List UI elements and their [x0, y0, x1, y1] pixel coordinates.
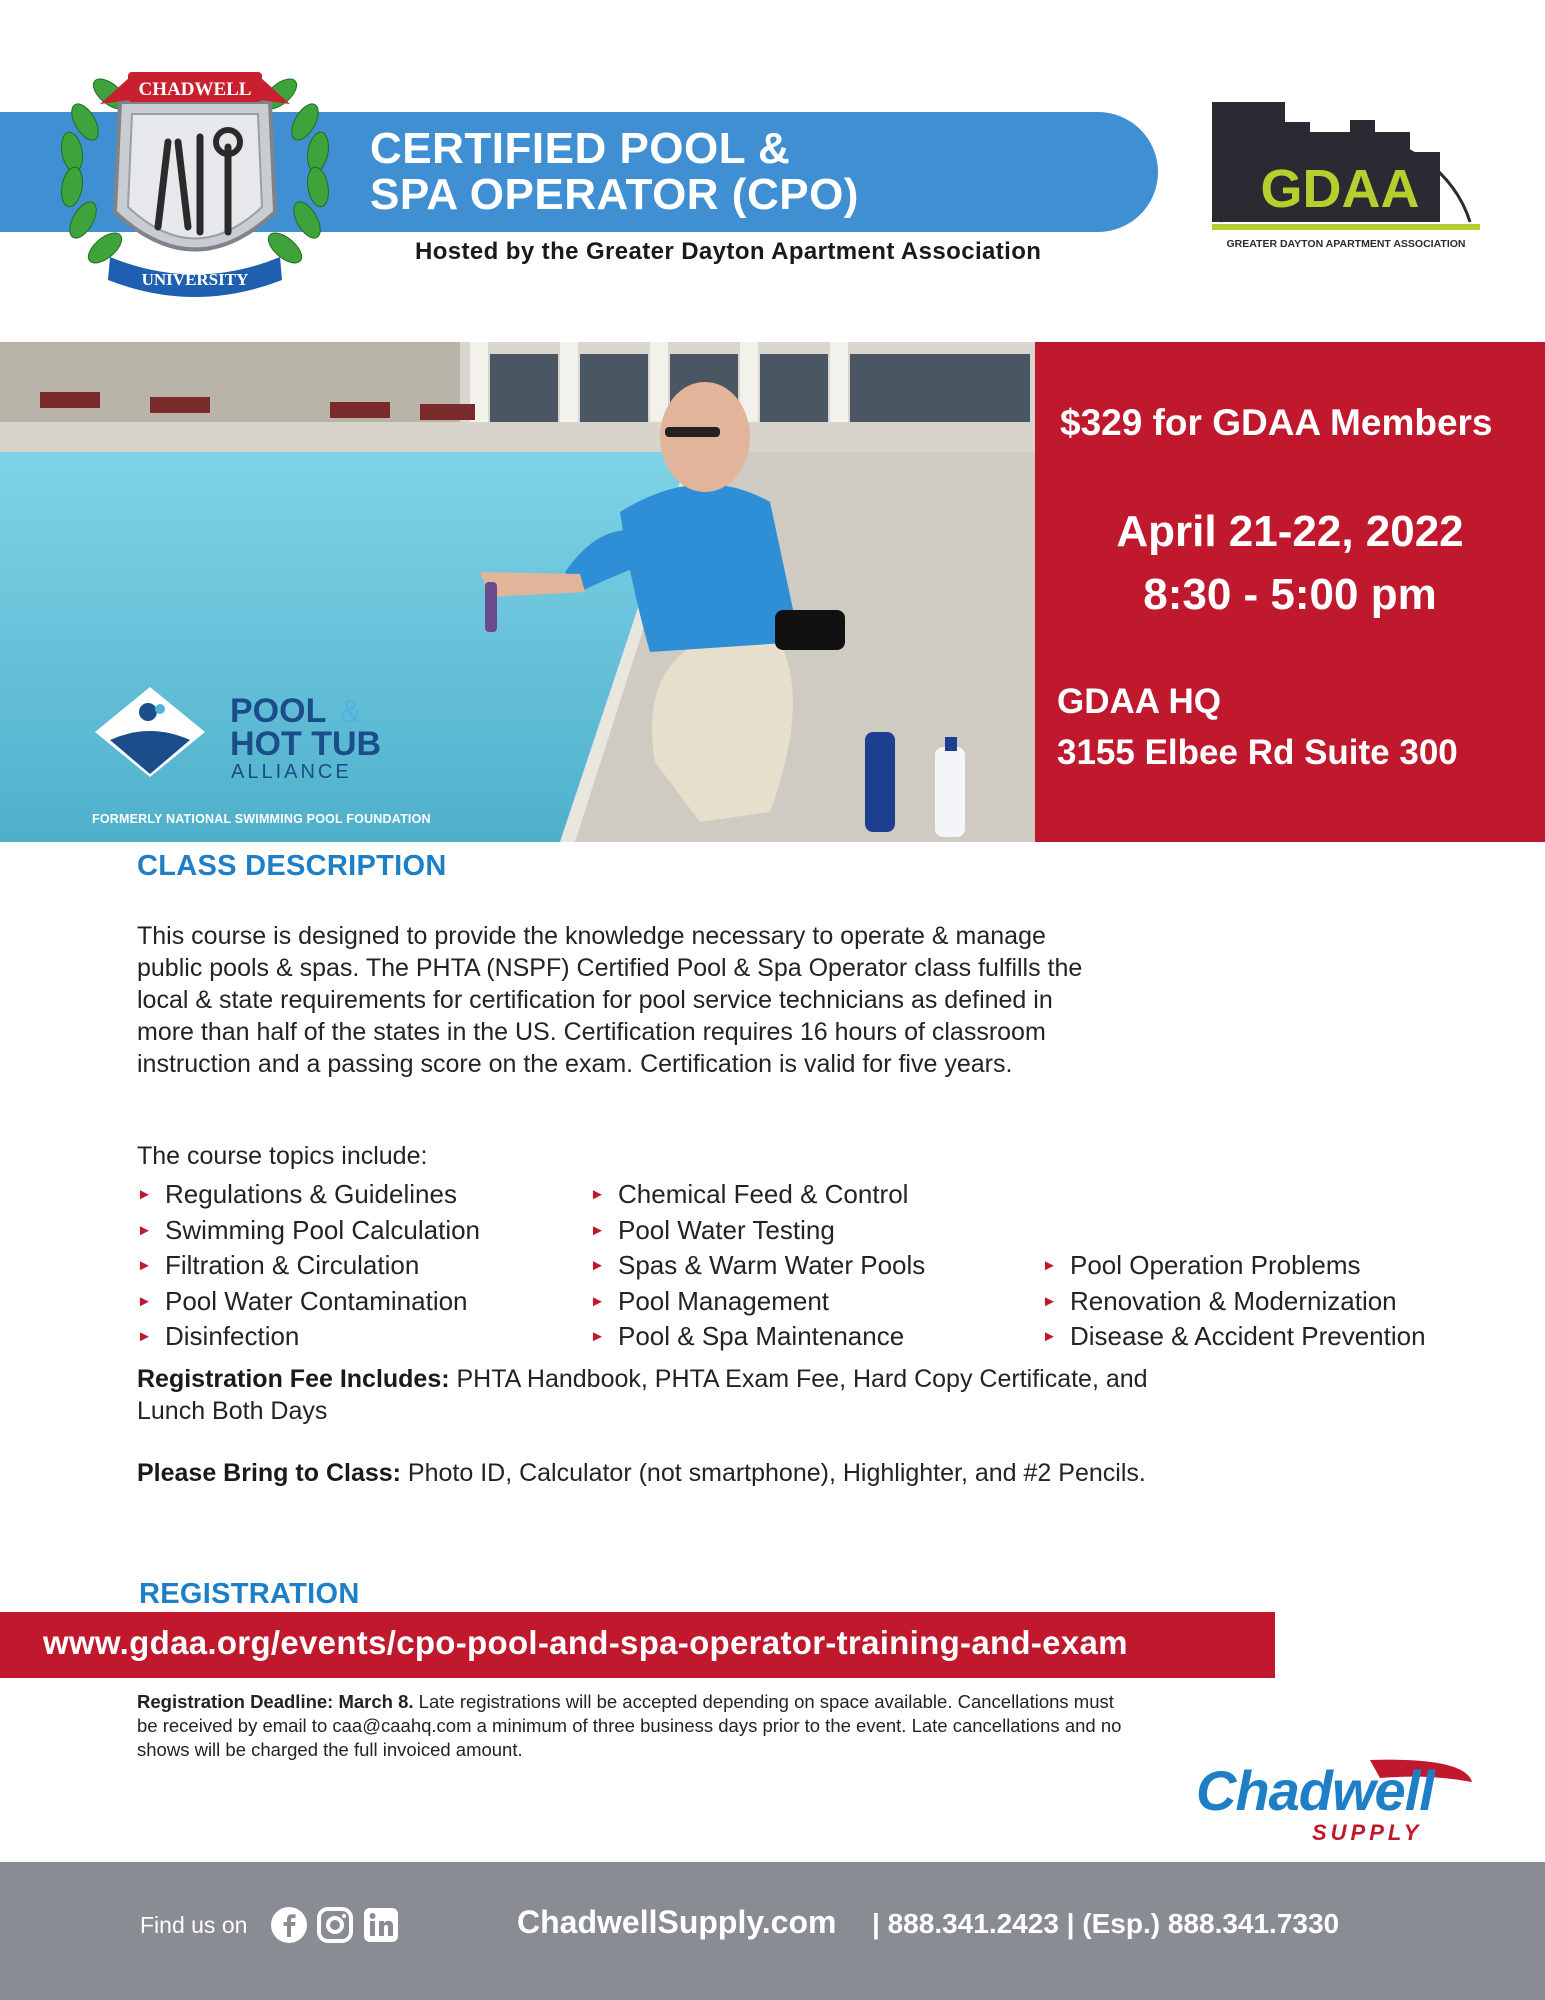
event-info-panel — [1035, 342, 1545, 842]
phta-word-pool: POOL — [230, 692, 327, 730]
supply-logo-name: Chadwell — [1196, 1759, 1434, 1822]
phta-ampersand: & — [340, 693, 362, 729]
bullet-arrow-icon: ► — [137, 1186, 152, 1204]
topics-intro: The course topics include: — [137, 1142, 428, 1170]
list-item: ► Swimming Pool Calculation — [137, 1214, 481, 1245]
badge-bottom-text: UNIVERSITY — [141, 270, 249, 289]
list-item: ► Pool Water Contamination — [137, 1285, 468, 1316]
deadline-label: Registration Deadline: March 8. — [137, 1691, 414, 1712]
bullet-arrow-icon: ► — [137, 1257, 152, 1275]
bullet-arrow-icon: ► — [137, 1221, 152, 1239]
gdaa-acronym: GDAA — [1260, 159, 1420, 219]
bullet-arrow-icon: ► — [1042, 1257, 1057, 1275]
gdaa-logo — [1200, 92, 1488, 262]
chadwell-university-badge-logo — [50, 42, 340, 302]
event-dates: April 21-22, 2022 — [1116, 507, 1464, 556]
list-item: ► Pool & Spa Maintenance — [590, 1321, 905, 1352]
please-bring-to-class — [137, 1457, 1197, 1489]
website-link[interactable]: ChadwellSupply.com — [517, 1904, 837, 1940]
fee-text: PHTA Handbook, PHTA Exam Fee, Hard Copy Certificate, and Lunch Both Days — [137, 1365, 1148, 1425]
linkedin-icon[interactable] — [362, 1906, 400, 1944]
fee-label: Registration Fee Includes: — [137, 1365, 450, 1393]
list-item: ► Disinfection — [137, 1321, 300, 1352]
phta-word-hot-tub: HOT TUB — [230, 725, 382, 763]
list-item: ► Pool Water Testing — [590, 1214, 835, 1245]
list-item: ► Disease & Accident Prevention — [1042, 1321, 1426, 1352]
topics-column-3 — [1042, 1248, 1462, 1355]
bullet-arrow-icon: ► — [1042, 1292, 1057, 1310]
footer — [0, 1862, 1545, 2000]
registration-url-bar — [0, 1612, 1275, 1678]
location-address: 3155 Elbee Rd Suite 300 — [1057, 733, 1458, 772]
page-title-line-1: CERTIFIED POOL & — [370, 124, 791, 173]
list-item: ► Pool Operation Problems — [1042, 1250, 1361, 1281]
bullet-arrow-icon: ► — [590, 1292, 605, 1310]
pool-hot-tub-alliance-logo — [90, 682, 430, 782]
phta-formerly-note: FORMERLY NATIONAL SWIMMING POOL FOUNDATION — [92, 812, 431, 826]
location-name: GDAA HQ — [1057, 682, 1221, 721]
bring-label: Please Bring to Class: — [137, 1459, 401, 1487]
class-description-heading: CLASS DESCRIPTION — [137, 850, 447, 882]
list-item: ► Chemical Feed & Control — [590, 1179, 909, 1210]
registration-link[interactable]: www.gdaa.org/events/cpo-pool-and-spa-operator-training-and-exam — [43, 1624, 1128, 1661]
hosted-by-text: Hosted by the Greater Dayton Apartment Association — [415, 238, 1042, 265]
event-time: 8:30 - 5:00 pm — [1143, 570, 1437, 619]
list-item: ► Renovation & Modernization — [1042, 1285, 1397, 1316]
list-item: ► Regulations & Guidelines — [137, 1179, 457, 1210]
registration-heading: REGISTRATION — [139, 1578, 360, 1610]
badge-top-text: CHADWELL — [138, 79, 252, 100]
bullet-arrow-icon: ► — [137, 1328, 152, 1346]
supply-logo-sub: SUPPLY — [1312, 1820, 1423, 1845]
list-item: ► Pool Management — [590, 1285, 830, 1316]
find-us-label: Find us on — [140, 1912, 248, 1938]
bullet-arrow-icon: ► — [590, 1257, 605, 1275]
bullet-arrow-icon: ► — [1042, 1328, 1057, 1346]
class-description-body: This course is designed to provide the knowledge necessary to operate & manage public pools & spas. The PHTA (NSPF) Certified Pool & Spa Operator class fulfills the local & state requirements for certification for pool service technicians as defined in more than half of the states in the US. Certification requires 16 hours of classroom instruction and a passing score on the exam. Certification is valid for five years. — [137, 922, 1083, 1078]
member-price: $329 for GDAA Members — [1060, 402, 1493, 443]
hero-photo-pool-technician — [0, 342, 1035, 842]
page-title-line-2: SPA OPERATOR (CPO) — [370, 170, 859, 219]
topics-column-2 — [590, 1177, 1010, 1355]
registration-deadline-note — [137, 1690, 1137, 1762]
list-item: ► Spas & Warm Water Pools — [590, 1250, 926, 1281]
phta-word-alliance: ALLIANCE — [231, 761, 352, 782]
topics-column-1 — [137, 1177, 557, 1355]
bring-text: Photo ID, Calculator (not smartphone), Highlighter, and #2 Pencils. — [400, 1459, 1146, 1487]
bullet-arrow-icon: ► — [590, 1328, 605, 1346]
gdaa-full-name: GREATER DAYTON APARTMENT ASSOCIATION — [1226, 238, 1466, 250]
bullet-arrow-icon: ► — [590, 1186, 605, 1204]
chadwell-supply-logo — [1190, 1752, 1480, 1847]
registration-fee-includes — [137, 1363, 1197, 1427]
facebook-icon[interactable] — [270, 1906, 308, 1944]
phone-numbers: | 888.341.2423 | (Esp.) 888.341.7330 — [872, 1908, 1340, 1939]
bullet-arrow-icon: ► — [137, 1292, 152, 1310]
list-item: ► Filtration & Circulation — [137, 1250, 420, 1281]
bullet-arrow-icon: ► — [590, 1221, 605, 1239]
instagram-icon[interactable] — [316, 1906, 354, 1944]
deadline-text: Late registrations will be accepted depending on space available. Cancellations must be received by email to caa@caahq.com a minimum of three business days prior to the event. Late cancellations and no shows will be charged the full invoiced amount. — [137, 1691, 1122, 1760]
